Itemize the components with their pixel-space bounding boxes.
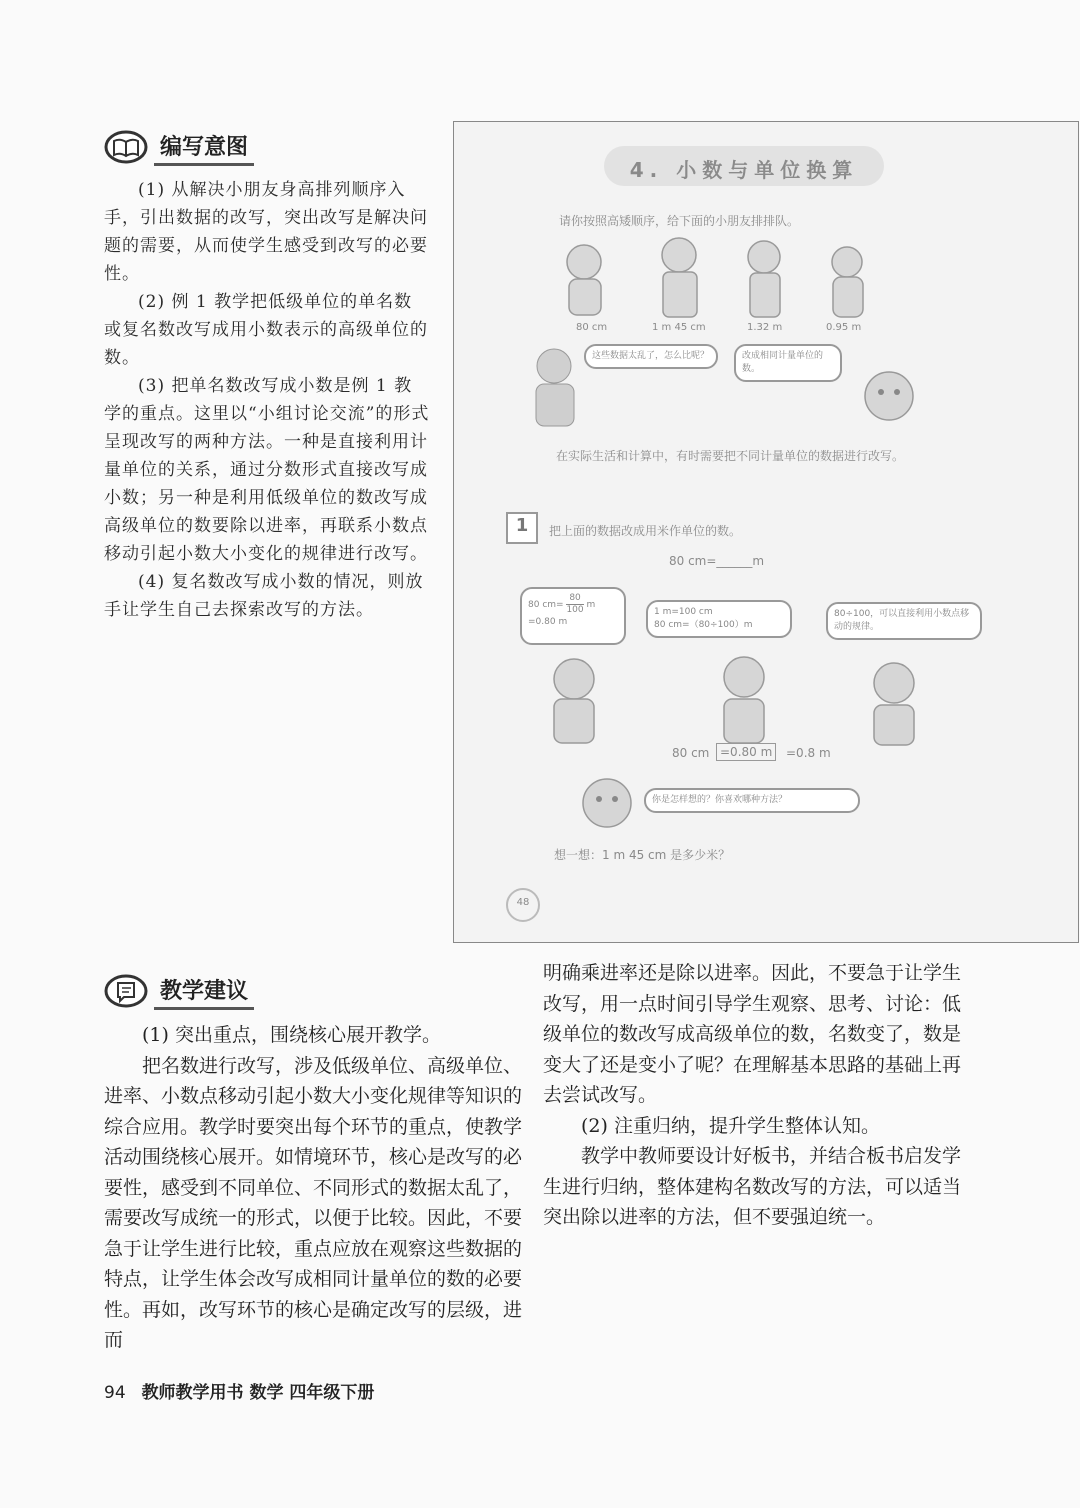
height-label: 0.95 m (826, 322, 862, 333)
speech-bubble-teacher: 这些数据太乱了，怎么比呢？ (584, 344, 718, 369)
fraction-prefix: 80 cm= (528, 600, 564, 610)
suggestion-paragraph: (1) 突出重点，围绕核心展开教学。 (142, 1024, 441, 1046)
suggestion-paragraph: (2) 注重归纳，提升学生整体认知。 (581, 1114, 880, 1137)
solution-bubble-decimal-point: 80÷100，可以直接利用小数点移动的规律。 (826, 602, 982, 640)
intro-text: 在实际生活和计算中，有时需要把不同计量单位的数据进行改写。 (556, 449, 905, 463)
open-book-icon (104, 129, 148, 165)
textbook-page-number: 48 (516, 897, 530, 908)
result-boxed: =0.80 m (716, 743, 776, 761)
example-text: 把上面的数据改成用米作单位的数。 (549, 524, 742, 538)
height-label: 1.32 m (747, 322, 783, 333)
suggestion-paragraph: 把名数进行改写，涉及低级单位、高级单位、进率、小数点移动引起小数大小变化规律等知识的综合应用。教学时要突出每个环节的重点，使教学活动围绕核心展开。如情境环节，核心是改写的必要性，感受到不同单位、不同形式的数据太乱了，需要改写成统一的形式，以便于比较。因此，不要急于让学生进行比较，重点应放在观察这些数据的特点，让学生体会改写成相同计量单位的数的必要性。再如，改写环节的核心是确定改写的层级，进而 (104, 1054, 523, 1351)
children-illustration (549, 227, 909, 327)
speech-bubble-question: 你是怎样想的？你喜欢哪种方法？ (644, 788, 860, 813)
fraction-result: =0.80 m (528, 617, 568, 627)
section-header-suggestions (104, 972, 254, 1010)
fraction-unit: m (586, 600, 596, 610)
suggestion-paragraph-continued: 明确乘进率还是除以进率。因此，不要急于让学生改写，用一点时间引导学生观察、思考、讨论：低级单位的数改写成高级单位的数，名数变了，数是变大了还是变小了呢？在理解基本思路的基础上再去尝试改写。 (543, 962, 962, 1106)
intent-paragraph: (2) 例 1 教学把低级单位的单名数或复名数改写成用小数表示的高级单位的数。 (104, 292, 428, 368)
section-title: 编写意图 (154, 128, 254, 166)
section-title: 教学建议 (154, 972, 254, 1010)
result-end: =0.8 m (786, 746, 831, 760)
think-prompt: 想一想：1 m 45 cm 是多少米？ (554, 848, 731, 862)
intent-paragraph: (1) 从解决小朋友身高排列顺序入手，引出数据的改写，突出改写是解决问题的需要，从而使学生感受到改写的必要性。 (104, 180, 428, 284)
suggestions-right-column (543, 958, 963, 1233)
speech-bubble-mascot: 改成相同计量单位的数。 (734, 344, 842, 382)
three-students-illustration (534, 647, 954, 747)
fraction-denominator: 100 (566, 605, 584, 615)
teaching-icon (104, 973, 148, 1009)
fraction (566, 593, 583, 616)
height-label: 1 m 45 cm (652, 322, 706, 333)
textbook-page-image (453, 121, 1079, 943)
division-expression: 80 cm=（80÷100）m (654, 620, 753, 630)
prompt-text: 请你按照高矮顺序，给下面的小朋友排排队。 (559, 214, 800, 228)
mascot-illustration (854, 360, 924, 430)
teacher-illustration (526, 344, 586, 428)
page-footer (104, 1378, 374, 1403)
solution-bubble-division (646, 600, 792, 638)
height-label: 80 cm (576, 322, 608, 333)
book-title: 教师教学用书 数学 四年级下册 (141, 1383, 375, 1403)
example-blank: 80 cm=______m (669, 554, 765, 568)
lesson-title: 4. 小数与单位换算 (629, 158, 859, 182)
suggestion-paragraph: 教学中教师要设计好板书，并结合板书启发学生进行归纳，整体建构名数改写的方法，可以适当突出除以进率的方法，但不要强迫统一。 (543, 1145, 962, 1228)
intent-text (104, 176, 430, 624)
unit-relation: 1 m=100 cm (654, 607, 713, 617)
mascot-illustration-2 (572, 767, 642, 837)
intent-paragraph: (3) 把单名数改写成小数是例 1 教学的重点。这里以“小组讨论交流”的形式呈现改写的两种方法。一种是直接利用计量单位的关系，通过分数形式直接改写成小数；另一种是利用低级单位的数改写成高级单位的数要除以进率，再联系小数点移动引起小数大小变化的规律进行改写。 (104, 376, 430, 564)
solution-bubble-fraction (520, 587, 626, 645)
result-start: 80 cm (672, 746, 710, 760)
example-number: 1 (515, 515, 529, 536)
suggestions-left-column (104, 1020, 524, 1356)
fraction-numerator: 80 (566, 593, 583, 605)
intent-paragraph: (4) 复名数改写成小数的情况，则放手让学生自己去探索改写的方法。 (104, 572, 424, 620)
section-header-intent (104, 128, 254, 166)
page-number: 94 (104, 1383, 126, 1403)
